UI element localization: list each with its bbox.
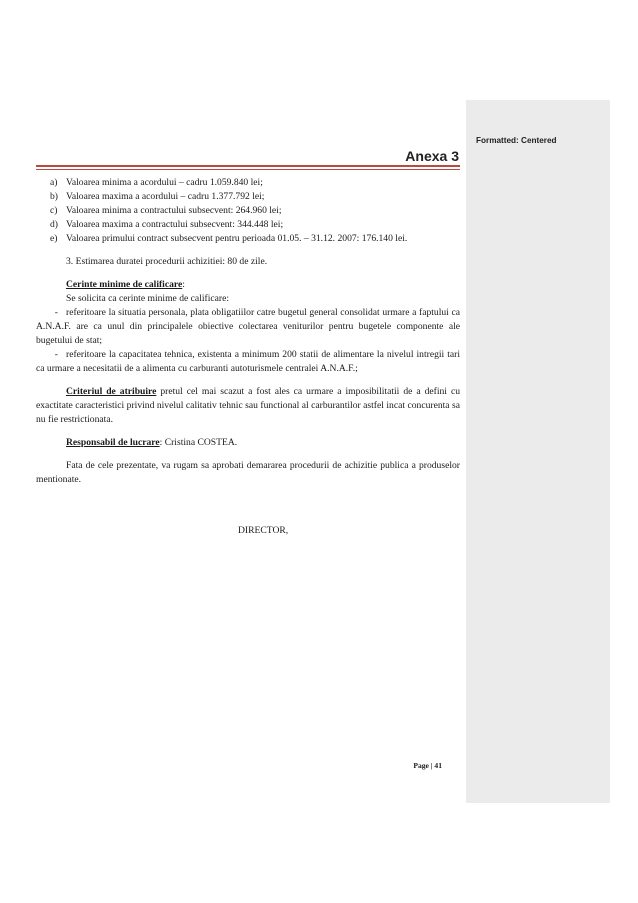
requirement-text: referitoare la capacitatea tehnica, existenta a minimum 200 statii de alimentare la nivelul intregii tari ca urmare a necesitatii de a alimenta cu carburanti autoturismele centralei A.N.A.F.; <box>36 349 460 374</box>
list-item-text: Valoarea minima a contractului subsecvent: 264.960 lei; <box>66 205 282 216</box>
list-item-marker: e) <box>50 233 58 244</box>
list-item <box>36 232 460 246</box>
responsible-line <box>36 436 460 450</box>
requirements-list <box>36 306 460 376</box>
list-item-marker: a) <box>50 177 58 188</box>
header-rule-thin <box>36 169 460 170</box>
requirement-item <box>36 306 460 348</box>
signature-label: DIRECTOR, <box>238 525 289 536</box>
requirements-heading: Cerinte minime de calificare <box>66 279 183 290</box>
requirements-heading-suffix: : <box>182 279 185 290</box>
list-item <box>36 176 460 190</box>
list-item <box>36 204 460 218</box>
estimation-line: 3. Estimarea duratei procedurii achizitiei: 80 de zile. <box>66 256 268 267</box>
closing-paragraph: Fata de cele prezentate, va rugam sa aprobati demararea procedurii de achizitie publica a produselor mentionate. <box>36 460 460 485</box>
header-rule-thick <box>36 165 460 167</box>
list-item-text: Valoarea minima a acordului – cadru 1.059.840 lei; <box>66 177 263 188</box>
list-item-marker: b) <box>50 191 58 202</box>
requirement-text: referitoare la situatia personala, plata obligatiilor catre bugetul general consolidat urmare a faptului ca A.N.A.F. are ca unul din principalele obiective colectarea veniturilor pentru bugetele componente ale bugetului de stat; <box>36 307 460 346</box>
responsible-name: : Cristina COSTEA. <box>159 437 238 448</box>
criterion-text: pretul cel mai scazut a fost ales ca urmare a imposibilitatii de a defini cu exactitate caracteristici privind nivelul calitativ tehnic sau functional al carburantilor astfel incat concurenta sa nu fie restrictionata. <box>36 386 460 425</box>
value-list <box>36 176 460 246</box>
requirements-intro: Se solicita ca cerinte minime de calificare: <box>66 293 230 304</box>
list-item-marker: d) <box>50 219 58 230</box>
document-body <box>36 176 460 487</box>
requirement-dash: - <box>54 307 58 318</box>
list-item-text: Valoarea maxima a acordului – cadru 1.377.792 lei; <box>66 191 265 202</box>
annex-title: Anexa 3 <box>405 148 459 164</box>
list-item <box>36 218 460 232</box>
criterion-heading: Criteriul de atribuire <box>66 386 157 397</box>
page-number: Page | 41 <box>413 761 442 770</box>
responsible-heading: Responsabil de lucrare <box>66 437 160 448</box>
requirement-item <box>36 348 460 376</box>
requirements-heading-line <box>36 278 460 292</box>
comment-pane <box>466 100 610 803</box>
comment-label: Formatted: Centered <box>476 136 557 145</box>
list-item <box>36 190 460 204</box>
list-item-marker: c) <box>50 205 58 216</box>
criterion-paragraph <box>36 385 460 427</box>
list-item-text: Valoarea primului contract subsecvent pentru perioada 01.05. – 31.12. 2007: 176.140 lei. <box>66 233 408 244</box>
requirement-dash: - <box>54 349 58 360</box>
list-item-text: Valoarea maxima a contractului subsecvent: 344.448 lei; <box>66 219 284 230</box>
